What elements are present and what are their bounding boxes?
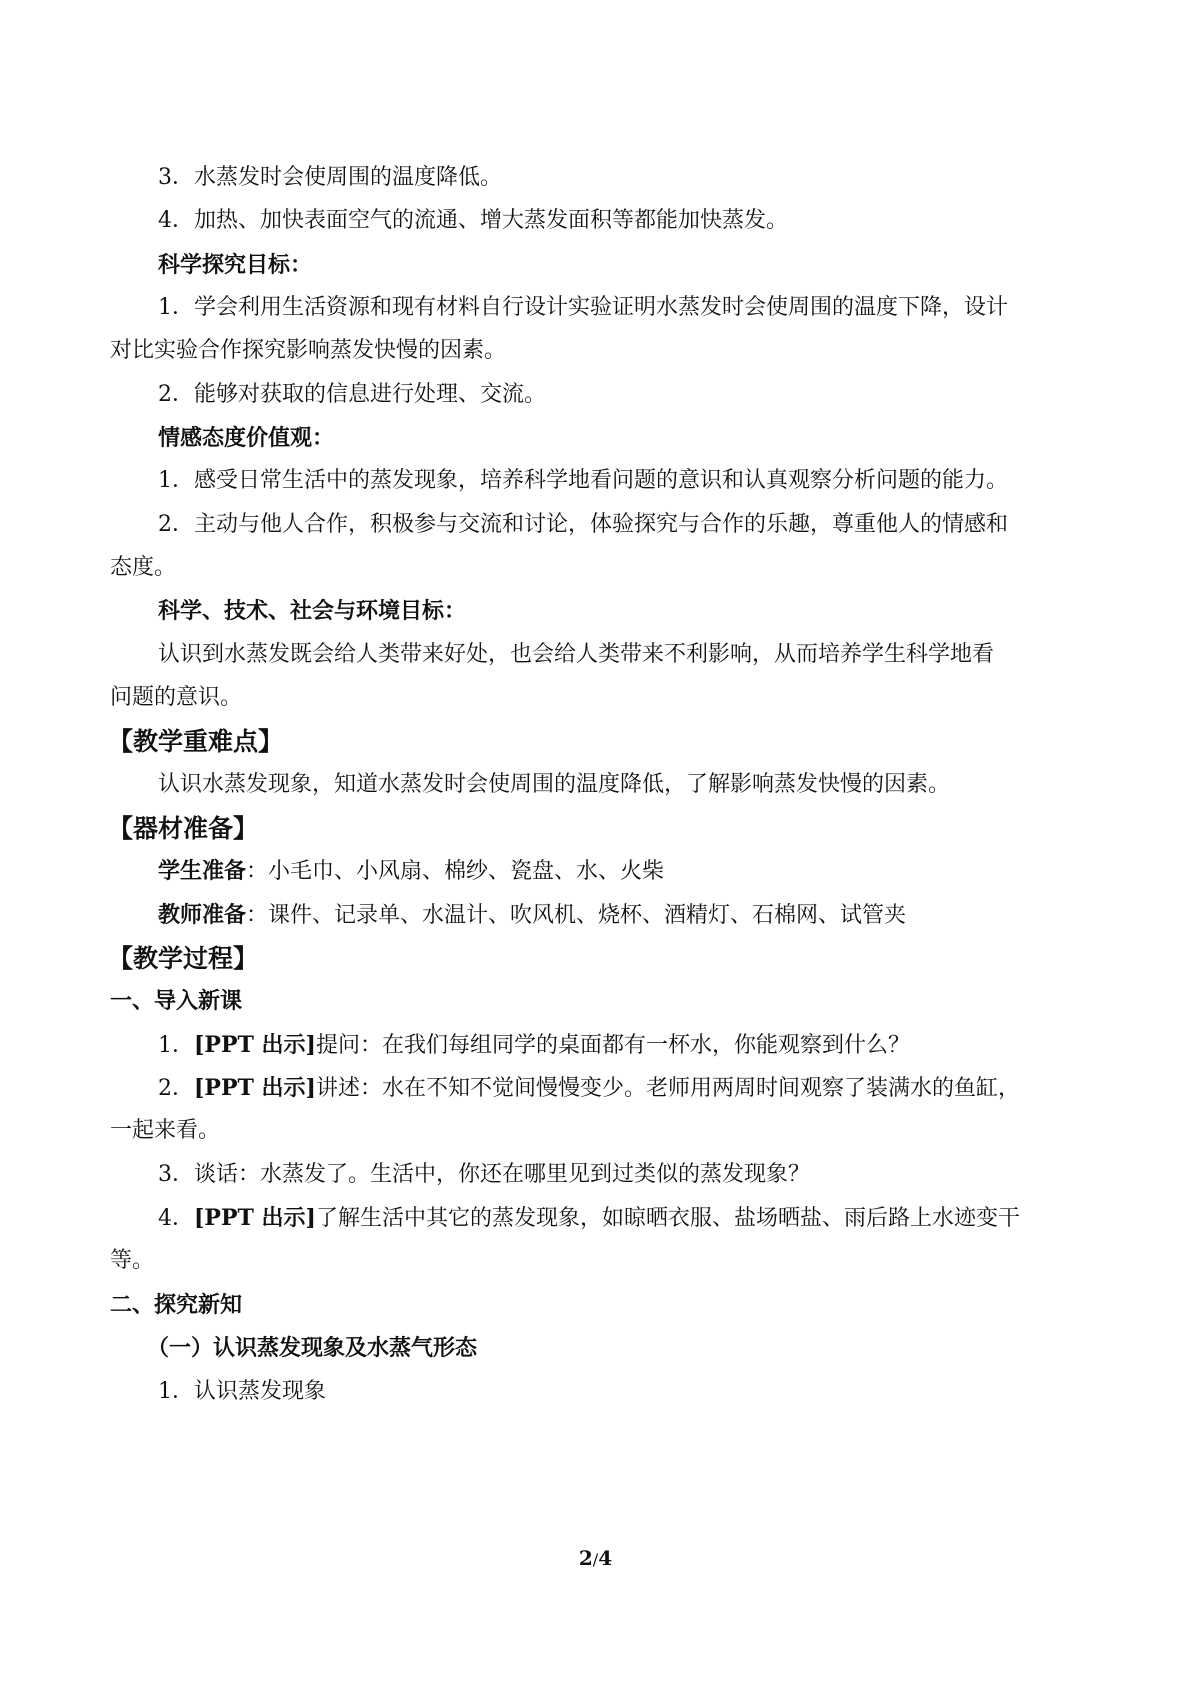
teacher-materials-line [158,900,906,931]
ppt-tag: [PPT 出示] [194,1032,316,1058]
text-line: 1．[PPT 出示]提问：在我们每组同学的桌面都有一杯水，你能观察到什么？ [158,1032,910,1058]
section-heading-materials: 【器材准备】 [108,814,259,843]
ppt-tag: [PPT 出示] [194,1075,316,1101]
subheading-inquiry-goals: 科学探究目标： [158,252,313,278]
page-number [0,1546,1191,1570]
text-line: 1．学会利用生活资源和现有材料自行设计实验证明水蒸发时会使周围的温度下降，设计 [158,295,1008,320]
teacher-materials-text: ：课件、记录单、水温计、吹风机、烧杯、酒精灯、石棉网、试管夹 [246,903,907,928]
text-line: 1．感受日常生活中的蒸发现象，培养科学地看问题的意识和认真观察分析问题的能力。 [158,468,1008,493]
text-line: 一起来看。 [110,1118,221,1143]
text-line: 4．加热、加快表面空气的流通、增大蒸发面积等都能加快蒸发。 [158,208,788,233]
student-materials-label: 学生准备 [158,858,247,884]
subheading-stse-goals: 科学、技术、社会与环境目标： [158,598,467,624]
text-line: 2．主动与他人合作，积极参与交流和讨论，体验探究与合作的乐趣，尊重他人的情感和 [158,512,1008,537]
text-line: 认识水蒸发现象，知道水蒸发时会使周围的温度降低，了解影响蒸发快慢的因素。 [158,772,951,797]
subsection-heading-evaporation: （一）认识蒸发现象及水蒸气形态 [147,1335,478,1361]
text-line: 问题的意识。 [110,685,243,710]
text-line: 1．认识蒸发现象 [158,1379,326,1404]
total-pages: 4 [598,1546,613,1570]
page-separator: / [592,1550,599,1569]
teacher-materials-label: 教师准备 [158,902,247,928]
text-line: 认识到水蒸发既会给人类带来好处，也会给人类带来不利影响，从而培养学生科学地看 [158,642,995,667]
section-heading-process: 【教学过程】 [108,944,259,973]
text-line: 3．水蒸发时会使周围的温度降低。 [158,165,502,190]
subsection-heading-intro: 一、导入新课 [110,988,243,1014]
text-line: 4．[PPT 出示]了解生活中其它的蒸发现象，如晾晒衣服、盐场晒盐、雨后路上水迹变干 [158,1205,1020,1231]
text-line: 3．谈话：水蒸发了。生活中，你还在哪里见到过类似的蒸发现象？ [158,1162,810,1187]
student-materials-line [158,856,664,887]
text-line: 2．能够对获取的信息进行处理、交流。 [158,382,546,407]
student-materials-text: ：小毛巾、小风扇、棉纱、瓷盘、水、火柴 [246,859,665,884]
subsection-heading-explore: 二、探究新知 [110,1292,243,1318]
section-heading-key-points: 【教学重难点】 [108,727,284,756]
subheading-attitude-values: 情感态度价值观： [158,425,335,451]
text-line: 2．[PPT 出示]讲述：水在不知不觉间慢慢变少。老师用两周时间观察了装满水的鱼缸， [158,1075,1020,1101]
ppt-tag: [PPT 出示] [194,1205,316,1231]
text-line: 等。 [110,1248,155,1273]
text-line: 对比实验合作探究影响蒸发快慢的因素。 [110,338,507,363]
current-page: 2 [578,1546,593,1570]
text-line: 态度。 [110,555,177,580]
